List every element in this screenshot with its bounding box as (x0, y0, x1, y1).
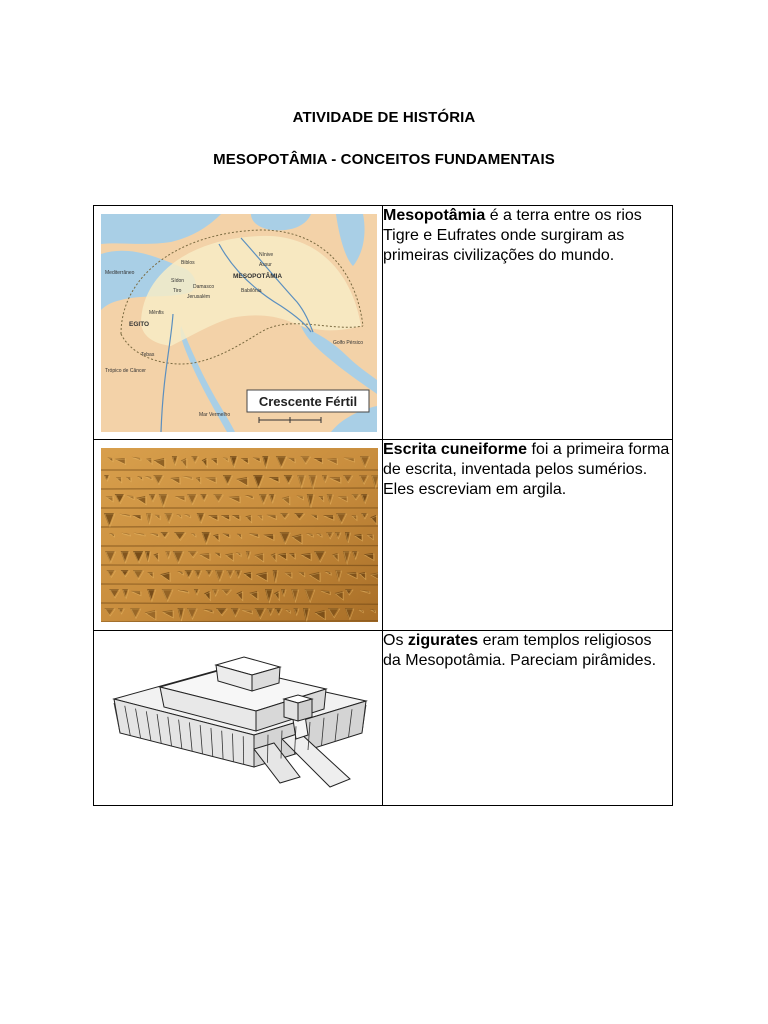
map-label-menfis: Mênfis (149, 310, 164, 316)
map-label-ninive: Nínive (259, 252, 274, 258)
term-mesopotamia: Mesopotâmia (383, 207, 486, 224)
map-label-golfo: Golfo Pérsico (333, 340, 364, 346)
map-label-babilonia: Babilônia (241, 288, 262, 294)
cuneiform-tablet-image (101, 448, 378, 622)
fertile-crescent-map (101, 214, 377, 432)
map-cell (94, 206, 383, 440)
definition-lead: Os (383, 632, 408, 649)
definition-text: foi a primeira forma de escrita, inventada pelos sumérios. Eles escreviam em argila. (383, 441, 670, 498)
mesopotamia-definition (383, 206, 673, 440)
table-row (94, 631, 673, 806)
cuneiform-cell (94, 440, 383, 631)
map-label-jerusalem: Jerusalém (187, 294, 211, 300)
ziggurat-illustration (104, 639, 376, 795)
table-row (94, 206, 673, 440)
page-title: ATIVIDADE DE HISTÓRIA (292, 109, 476, 126)
map-caption: Crescente Fértil (258, 394, 358, 409)
map-label-sidon: Sídon (171, 278, 185, 284)
map-label-mediterraneo: Mediterrâneo (105, 270, 135, 276)
map-label-mar-vermelho: Mar Vermelho (199, 412, 231, 418)
ziggurat-cell (94, 631, 383, 806)
map-label-damasco: Damasco (193, 284, 215, 290)
cuneiform-definition (383, 440, 673, 631)
definition-text: eram templos religiosos da Mesopotâmia. Pareciam pirâmides. (383, 632, 657, 669)
map-label-tebas: Tebas (141, 352, 155, 358)
term-zigurates: zigurates (407, 632, 479, 649)
concepts-table (93, 205, 673, 806)
definition-text: é a terra entre os rios Tigre e Eufrates onde surgiram as primeiras civilizações do mundo. (383, 207, 642, 264)
map-label-assur: Assur (259, 262, 272, 268)
ziggurat-definition (383, 631, 673, 806)
map-label-biblos: Biblos (181, 260, 195, 266)
table-row (94, 440, 673, 631)
map-label-mesopotamia: MESOPOTÂMIA (233, 273, 283, 280)
term-cuneiform: Escrita cuneiforme (383, 441, 528, 458)
map-label-tiro: Tiro (173, 288, 182, 294)
map-label-egito: EGITO (129, 321, 150, 328)
map-label-tropico: Trópico de Câncer (105, 368, 146, 374)
page-subtitle: MESOPOTÂMIA - CONCEITOS FUNDAMENTAIS (213, 151, 555, 168)
